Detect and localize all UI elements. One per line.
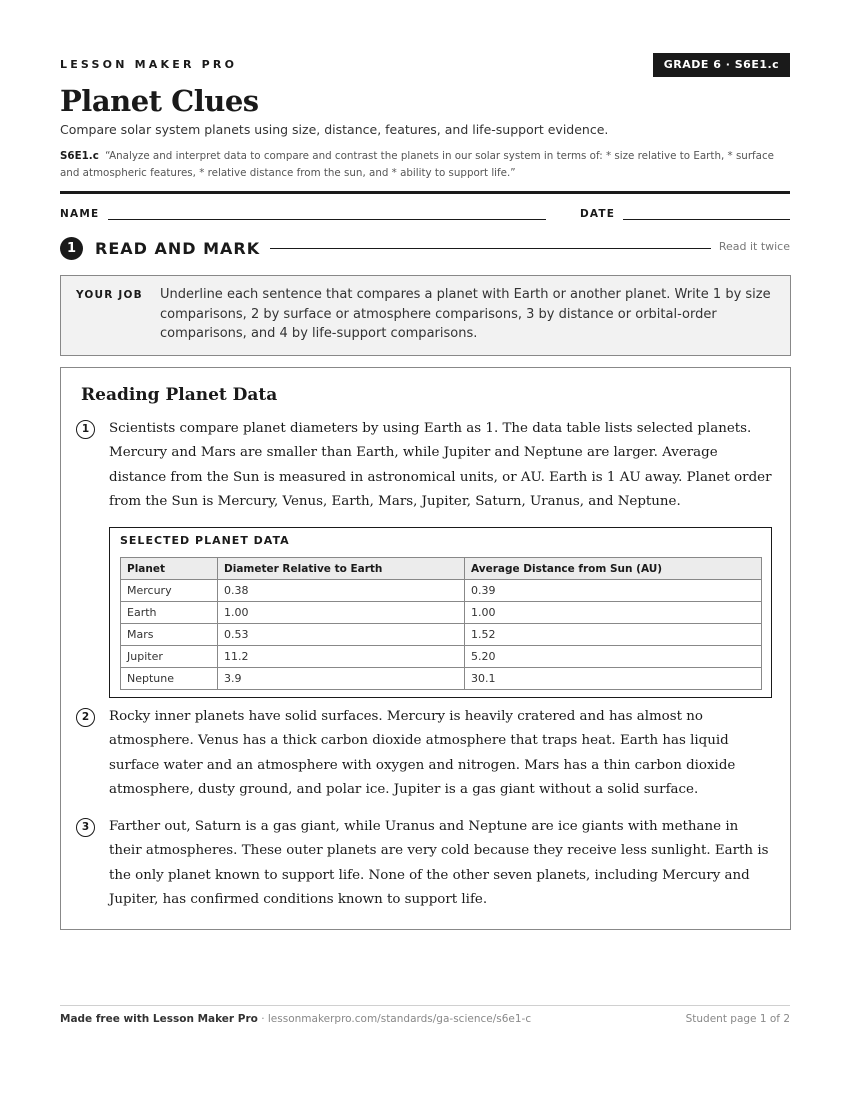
cell-diameter: 3.9 [218, 668, 465, 690]
footer-made-with: Made free with Lesson Maker Pro [60, 1013, 258, 1025]
column-header-distance: Average Distance from Sun (AU) [465, 558, 762, 580]
footer-page-number: Student page 1 of 2 [685, 1013, 790, 1025]
your-job-text: Underline each sentence that compares a planet with Earth or another planet. Write 1 by size comparisons, 2 by surface or atmosphere comparisons, 3 by distance or orbital-order comparisons, and 4 by life-support comparisons. [160, 287, 771, 341]
table-row [121, 624, 762, 646]
cell-planet: Mercury [121, 580, 218, 602]
your-job-box [60, 275, 791, 356]
cell-diameter: 1.00 [218, 602, 465, 624]
paragraph-3: Farther out, Saturn is a gas giant, while Uranus and Neptune are ice giants with methane in their atmospheres. These outer planets are very cold because they receive less sunlight. Earth is the only planet known to support life. None of the other seven planets, including Mercury and Jupiter, has confirmed conditions known to support life. [109, 819, 769, 908]
planet-data-title: SELECTED PLANET DATA [120, 534, 290, 547]
column-header-planet: Planet [121, 558, 218, 580]
paragraph-1: Scientists compare planet diameters by using Earth as 1. The data table lists selected planets. Mercury and Mars are smaller than Earth, while Jupiter and Neptune are larger. Average distance from the Sun is measured in astronomical units, or AU. Earth is 1 AU away. Planet order from the Sun is Mercury, Venus, Earth, Mars, Jupiter, Saturn, Uranus, and Neptune. [109, 421, 772, 510]
reading-title: Reading Planet Data [81, 385, 278, 405]
paragraph-2: Rocky inner planets have solid surfaces. Mercury is heavily cratered and has almost no atmosphere. Venus has a thick carbon dioxide atmosphere that traps heat. Earth has liquid surface water and an atmosphere with oxygen and nitrogen. Mars has a thin carbon dioxide atmosphere, dusty ground, and polar ice. Jupiter is a gas giant without a solid surface. [109, 709, 736, 798]
cell-distance: 1.00 [465, 602, 762, 624]
page-subtitle: Compare solar system planets using size, distance, features, and life-support evidence. [60, 122, 609, 137]
reading-passage-box [60, 367, 791, 930]
name-field[interactable] [108, 219, 546, 220]
step-number-badge: 1 [60, 237, 83, 260]
date-field[interactable] [623, 219, 790, 220]
standard-code: S6E1.c [60, 150, 99, 162]
cell-planet: Neptune [121, 668, 218, 690]
table-row [121, 602, 762, 624]
date-label: DATE [580, 208, 616, 220]
cell-planet: Jupiter [121, 646, 218, 668]
cell-diameter: 0.53 [218, 624, 465, 646]
standard-text: “Analyze and interpret data to compare and contrast the planets in our solar system in terms of: * size relative to Earth, * surface and atmospheric features, * relative distance from the sun, and * ability to support life.” [60, 150, 774, 179]
cell-diameter: 0.38 [218, 580, 465, 602]
cell-diameter: 11.2 [218, 646, 465, 668]
planet-data-table [120, 557, 762, 690]
paragraph-number-3: 3 [76, 818, 95, 837]
paragraph-number-1: 1 [76, 420, 95, 439]
step-note: Read it twice [718, 240, 790, 253]
table-header-row [121, 558, 762, 580]
table-row [121, 668, 762, 690]
paragraph-number-2: 2 [76, 708, 95, 727]
name-label: NAME [60, 208, 100, 220]
cell-distance: 0.39 [465, 580, 762, 602]
cell-planet: Mars [121, 624, 218, 646]
cell-distance: 30.1 [465, 668, 762, 690]
grade-badge: GRADE 6 · S6E1.c [653, 53, 790, 77]
table-row [121, 580, 762, 602]
footer-separator: · [261, 1013, 268, 1025]
cell-distance: 1.52 [465, 624, 762, 646]
cell-distance: 5.20 [465, 646, 762, 668]
column-header-diameter: Diameter Relative to Earth [218, 558, 465, 580]
step-divider [270, 248, 711, 249]
table-row [121, 646, 762, 668]
footer-credit [60, 1013, 531, 1025]
step-title: READ AND MARK [95, 239, 261, 258]
standard-statement [60, 148, 795, 182]
footer-divider [60, 1005, 790, 1006]
footer-url[interactable]: lessonmakerpro.com/standards/ga-science/s6e1-c [267, 1013, 532, 1025]
brand-name: LESSON MAKER PRO [60, 58, 238, 71]
page-title: Planet Clues [60, 84, 259, 118]
planet-data-box [109, 527, 772, 698]
header-divider [60, 191, 790, 194]
cell-planet: Earth [121, 602, 218, 624]
your-job-label: YOUR JOB [76, 289, 143, 301]
